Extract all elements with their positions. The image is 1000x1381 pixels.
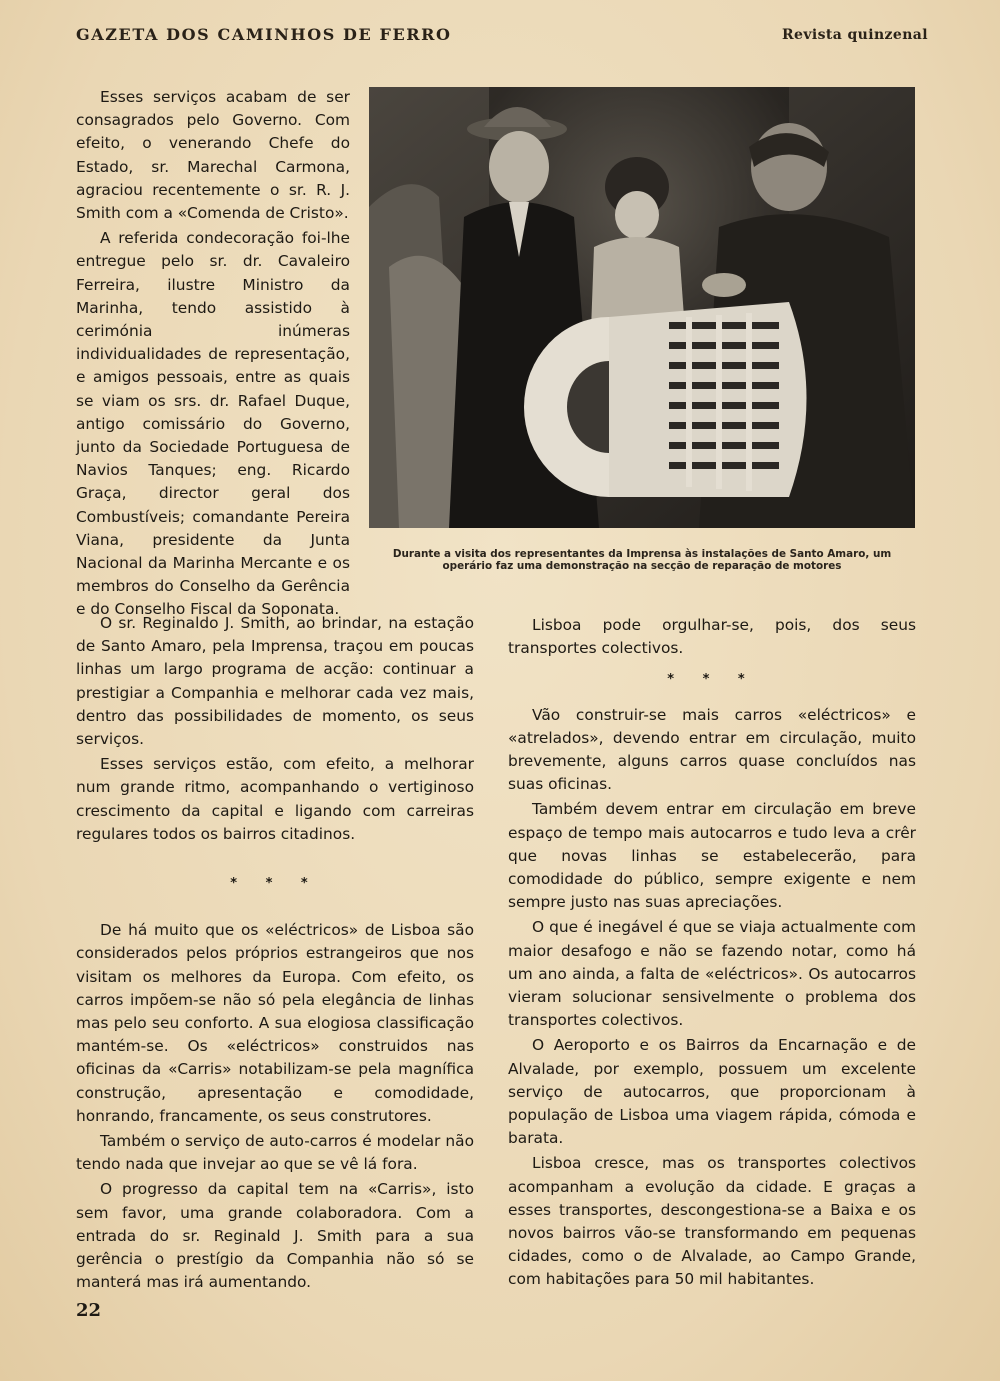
paragraph: Também devem entrar em circulação em breve espaço de tempo mais autocarros e tudo leva a crêr que novas linhas se estabelecerão, para comodidade do público, sempre exigente e nem sempre justo nas suas apreciações. [508,800,916,912]
running-header-subtitle: Revista quinzenal [782,27,928,43]
paragraph: De há muito que os «eléctricos» de Lisboa são considerados pelos próprios estrangeiros que nos visitam os melhores da Europa. Com efeito, os carros impõem-se não só pela elegância de linhas mas pelo seu conforto. A sua elogiosa classificação mantém-se. Os «eléctricos» construidos nas oficinas da «Carris» notabilizam-se pela magnífica construção, apresentação e comodidade, honrando, francamente, os seus construtores. [76,921,474,1125]
photograph [369,87,915,528]
paragraph: O Aeroporto e os Bairros da Encarnação e de Alvalade, por exemplo, possuem um excelente serviço de autocarros, que proporcionam à população de Lisboa uma viagem rápida, cómoda e barata. [508,1036,916,1148]
paragraph: Vão construir-se mais carros «eléctricos» e «atrelados», devendo entrar em circulação, muito brevemente, alguns carros quase concluídos nas suas oficinas. [508,705,916,794]
paragraph: O sr. Reginaldo J. Smith, ao brindar, na estação de Santo Amaro, pela Imprensa, traçou em poucas linhas um largo programa de acção: continuar a prestigiar a Companhia e melhorar cada vez mais, dentro das possibilidades de momento, os seus serviços. [76,614,474,749]
running-header-title: GAZETA DOS CAMINHOS DE FERRO [76,25,452,44]
paragraph: A referida condecoração foi-lhe entregue pelo sr. dr. Cavaleiro Ferreira, ilustre Ministro da Marinha, tendo assistido à cerimónia inúmeras individualidades de representação, e amigos pessoais, entre as quais se viam os srs. dr. Rafael Duque, antigo comissário do Governo, junto da Sociedade Portuguesa de Navios Tanques; eng. Ricardo Graça, director geral dos Combustíveis; comandante Pereira Viana, presidente da Junta Nacional da Marinha Mercante e os membros do Conselho da Gerência e do Conselho Fiscal da Soponata. [76,229,350,619]
photo-caption: Durante a visita dos representantes da Imprensa às instalações de Santo Amaro, um operário faz uma demonstração na secção de reparação de motores [392,548,892,572]
column-top-left [76,86,350,624]
paragraph: O que é inegável é que se viaja actualmente com maior desafogo e não se fazendo notar, como há um ano ainda, a falta de «eléctricos». Os autocarros vieram solucionar sensivelmente o problema dos transportes colectivos. [508,918,916,1030]
paragraph: Lisboa pode orgulhar-se, pois, dos seus transportes colectivos. [508,616,916,658]
paragraph: Também o serviço de auto-carros é modelar não tendo nada que invejar ao que se vê lá fora. [76,1132,474,1174]
section-separator: * * * [230,876,320,892]
paragraph: Esses serviços estão, com efeito, a melhorar num grande ritmo, acompanhando o vertiginoso crescimento da capital e ligando com carreiras regulares todos os bairros citadinos. [76,755,474,843]
column-left [76,612,474,1296]
page-number: 22 [76,1300,102,1321]
paragraph: Esses serviços acabam de ser consagrados pelo Governo. Com efeito, o venerando Chefe do Estado, sr. Marechal Carmona, agraciou recentemente o sr. R. J. Smith com a «Comenda de Cristo». [76,88,350,223]
section-separator: * * * [667,672,757,688]
paragraph: Lisboa cresce, mas os transportes colectivos acompanham a evolução da cidade. E graças a esses transportes, descongestiona-se a Baixa e os novos bairros vão-se transformando em pequenas cidades, como o de Alvalade, ao Campo Grande, com habitações para 50 mil habitantes. [508,1154,916,1289]
paragraph: O progresso da capital tem na «Carris», isto sem favor, uma grande colaboradora. Com a entrada do sr. Reginald J. Smith para a sua gerência o prestígio da Companhia não só se manterá mas irá aumentando. [76,1180,474,1292]
column-right [508,614,916,1294]
photo-illustration [369,87,915,528]
